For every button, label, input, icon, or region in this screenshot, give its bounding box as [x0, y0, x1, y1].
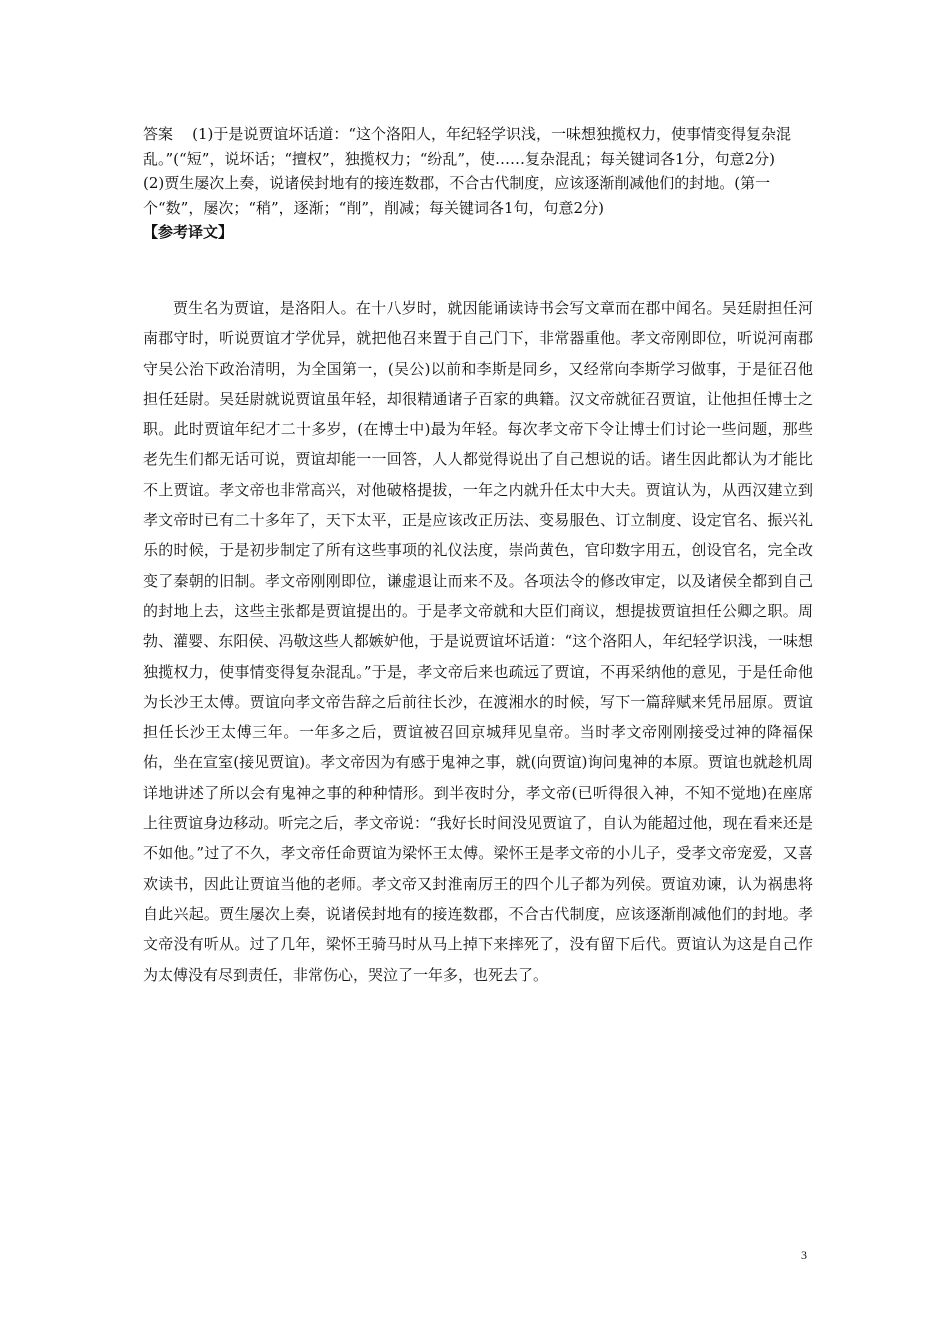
- answer-part-1: [143, 122, 813, 171]
- reference-heading: 【参考译文】: [143, 223, 234, 241]
- reference-translation: 贾生名为贾谊，是洛阳人。在十八岁时，就因能诵读诗书会写文章而在郡中闻名。吴廷尉担任河南郡守时，听说贾谊才学优异，就把他召来置于自己门下，非常器重他。孝文帝刚即位，听说河南郡守吴公治下政治清明，为全国第一，(吴公)以前和李斯是同乡，又经常向李斯学习做事，于是征召他担任廷尉。吴廷尉就说贾谊虽年轻，却很精通诸子百家的典籍。汉文帝就征召贾谊，让他担任博士之职。此时贾谊年纪才二十多岁，(在博士中)最为年轻。每次孝文帝下令让博士们讨论一些问题，那些老先生们都无话可说，贾谊却能一一回答，人人都觉得说出了自己想说的话。诸生因此都认为才能比不上贾谊。孝文帝也非常高兴，对他破格提拔，一年之内就升任太中大夫。贾谊认为，从西汉建立到孝文帝时已有二十多年了，天下太平，正是应该改正历法、变易服色、订立制度、设定官名、振兴礼乐的时候，于是初步制定了所有这些事项的礼仪法度，崇尚黄色，官印数字用五，创设官名，完全改变了秦朝的旧制。孝文帝刚刚即位，谦虚退让而来不及。各项法令的修改审定，以及诸侯全都到自己的封地上去，这些主张都是贾谊提出的。于是孝文帝就和大臣们商议，想提拔贾谊担任公卿之职。周勃、灌婴、东阳侯、冯敬这些人都嫉妒他，于是说贾谊坏话道：“这个洛阳人，年纪轻学识浅，一味想独揽权力，使事情变得复杂混乱。”于是，孝文帝后来也疏远了贾谊，不再采纳他的意见，于是任命他为长沙王太傅。贾谊向孝文帝告辞之后前往长沙，在渡湘水的时候，写下一篇辞赋来凭吊屈原。贾谊担任长沙王太傅三年。一年多之后，贾谊被召回京城拜见皇帝。当时孝文帝刚刚接受过神的降福保佑，坐在宣室(接见贾谊)。孝文帝因为有感于鬼神之事，就(向贾谊)询问鬼神的本原。贾谊也就趁机周详地讲述了所以会有鬼神之事的种种情形。到半夜时分，孝文帝(已听得很入神，不知不觉地)在座席上往贾谊身边移动。听完之后，孝文帝说：“我好长时间没见贾谊了，自认为能超过他，现在看来还是不如他。”过了不久，孝文帝任命贾谊为梁怀王太傅。梁怀王是孝文帝的小儿子，受孝文帝宠爱，又喜欢读书，因此让贾谊当他的老师。孝文帝又封淮南厉王的四个儿子都为列侯。贾谊劝谏，认为祸患将自此兴起。贾生屡次上奏，说诸侯封地有的接连数郡，不合古代制度，应该逐渐削减他们的封地。孝文帝没有听从。过了几年，梁怀王骑马时从马上掉下来摔死了，没有留下后代。贾谊认为这是自己作为太傅没有尽到责任，非常伤心，哭泣了一年多，也死去了。: [143, 299, 813, 984]
- answer-label: 答案: [143, 125, 174, 143]
- page-number: 3: [801, 1248, 807, 1262]
- answer-part-2: (2)贾生屡次上奏，说诸侯封地有的接连数郡，不合古代制度，应该逐渐削减他们的封地。(第一个“数”，屡次；“稍”，逐渐；“削”，削减；每关键词各1句，句意2分): [143, 174, 771, 217]
- answer-text-1: (1)于是说贾谊坏话道：“这个洛阳人，年纪轻学识浅，一味想独揽权力，使事情变得复杂混乱。”(“短”，说坏话；“擅权”，独揽权力；“纷乱”，使……复杂混乱；每关键词各1分，句意2分): [143, 125, 792, 168]
- answer-section: [143, 122, 813, 245]
